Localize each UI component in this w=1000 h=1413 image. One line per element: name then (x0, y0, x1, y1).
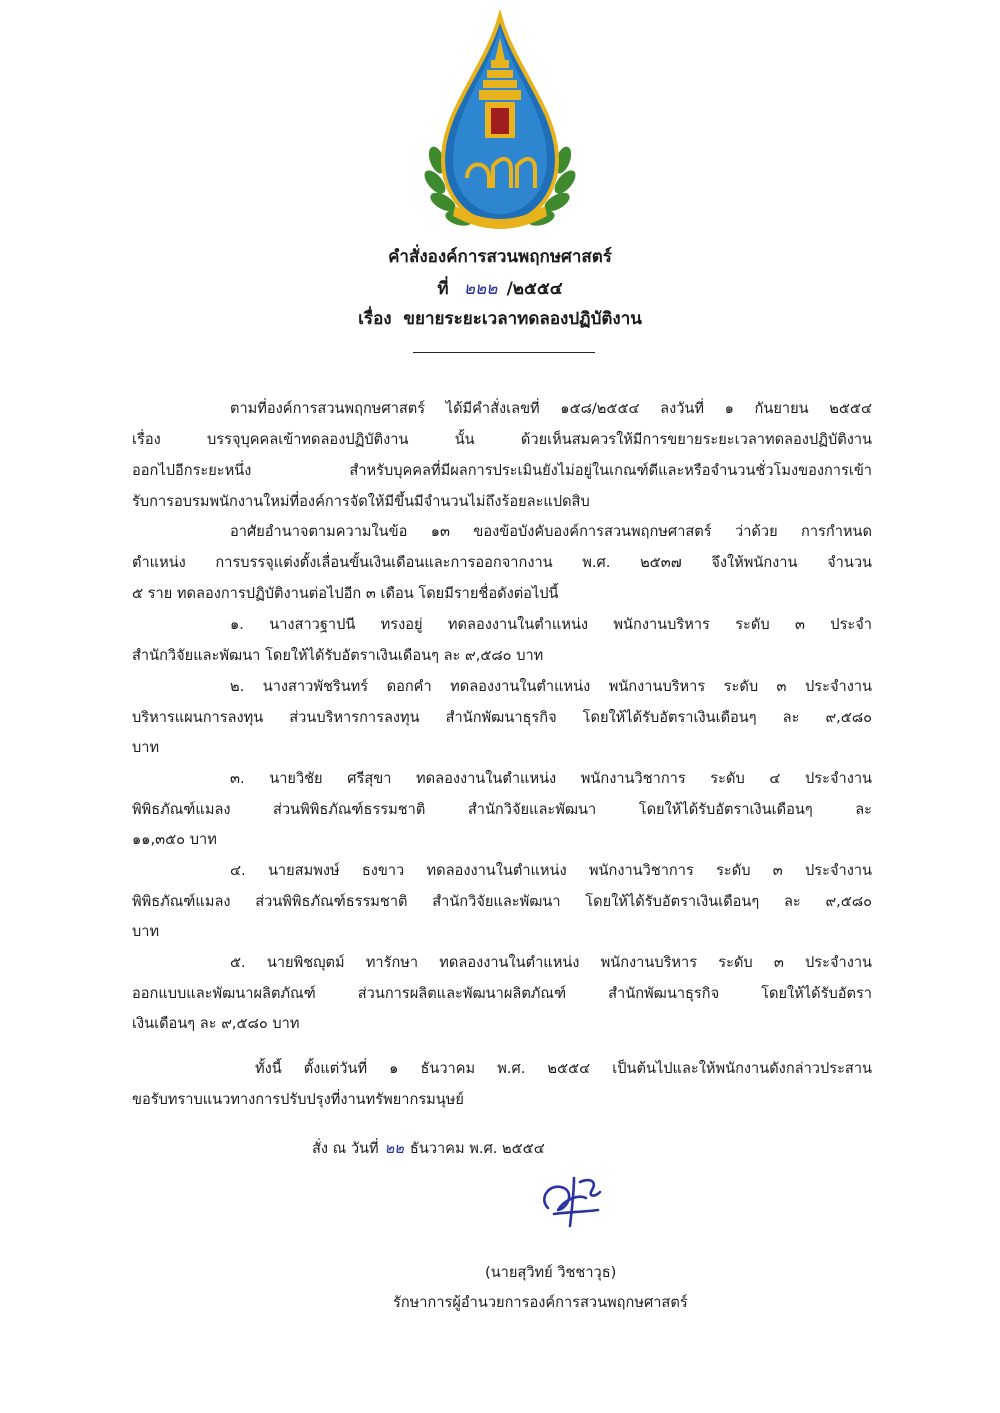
order-title: คำสั่งองค์การสวนพฤกษศาสตร์ (388, 247, 612, 267)
item1-line: สำนักวิจัยและพัฒนา โดยให้ได้รับอัตราเงินเดือนๆ ละ ๙,๕๘๐ บาท (132, 647, 544, 664)
subject-label: เรื่อง (358, 309, 392, 329)
item2-line: ๒. นางสาวพัชรินทร์ ดอกคำ ทดลองงานในตำแหน่ง พนักงานบริหาร ระดับ ๓ ประจำงาน (230, 678, 872, 695)
handwritten-signature (528, 1168, 618, 1230)
dated-suffix: ธันวาคม พ.ศ. ๒๕๕๔ (409, 1140, 545, 1157)
para1-line: ตามที่องค์การสวนพฤกษศาสตร์ ได้มีคำสั่งเลขที่ ๑๕๘/๒๕๕๔ ลงวันที่ ๑ กันยายน ๒๕๕๔ (230, 400, 872, 417)
item5-line: ๕. นายพิชญุตม์ ทารักษา ทดลองงานในตำแหน่ง พนักงานบริหาร ระดับ ๓ ประจำงาน (230, 954, 872, 971)
para2-line: ๕ ราย ทดลองการปฏิบัติงานต่อไปอีก ๓ เดือน โดยมีรายชื่อดังต่อไปนี้ (132, 585, 559, 602)
item4-line: พิพิธภัณฑ์แมลง ส่วนพิพิธภัณฑ์ธรรมชาติ สำนักวิจัยและพัฒนา โดยให้ได้รับอัตราเงินเดือนๆ ละ ๙,๕๘๐ (132, 893, 872, 910)
order-subject (250, 307, 750, 331)
item2-line: บริหารแผนการลงทุน ส่วนบริหารการลงทุน สำนักพัฒนาธุรกิจ โดยให้ได้รับอัตราเงินเดือนๆ ละ ๙,๕๘๐ (132, 709, 872, 726)
item3-line: ๓. นายวิชัย ศรีสุขา ทดลองงานในตำแหน่ง พนักงานวิชาการ ระดับ ๔ ประจำงาน (230, 770, 872, 787)
subject-text: ขยายระยะเวลาทดลองปฏิบัติงาน (403, 309, 642, 329)
order-number-suffix: /๒๕๕๔ (506, 279, 563, 299)
item1-line: ๑. นางสาวฐาปนี ทรงอยู่ ทดลองงานในตำแหน่ง พนักงานบริหาร ระดับ ๓ ประจำ (230, 616, 872, 633)
organization-emblem-logo (415, 10, 585, 245)
para1-line: รับการอบรมพนักงานใหม่ที่องค์การจัดให้มีขึ้นมีจำนวนไม่ถึงร้อยละแปดสิบ (132, 493, 590, 510)
signatory-name: (นายสุวิทย์ วิชชาวุธ) (485, 1264, 617, 1281)
signatory-title: รักษาการผู้อำนวยการองค์การสวนพฤกษศาสตร์ (393, 1294, 688, 1311)
dated-day-handwritten: ๒๒ (384, 1140, 404, 1157)
order-number-prefix: ที่ (437, 279, 449, 299)
heading-divider (413, 352, 595, 353)
item4-line: บาท (132, 923, 160, 940)
para1-line: ออกไปอีกระยะหนึ่ง สำหรับบุคคลที่มีผลการประเมินยังไม่อยู่ในเกณฑ์ดีและหรือจำนวนชั่วโมงของการเข้า (132, 462, 872, 479)
closing-line: ขอรับทราบแนวทางการปรับปรุงที่งานทรัพยากรมนุษย์ (132, 1091, 464, 1108)
item5-line: เงินเดือนๆ ละ ๙,๕๘๐ บาท (132, 1015, 300, 1032)
dated-prefix: สั่ง ณ วันที่ (312, 1140, 379, 1157)
item5-line: ออกแบบและพัฒนาผลิตภัณฑ์ ส่วนการผลิตและพัฒนาผลิตภัณฑ์ สำนักพัฒนาธุรกิจ โดยให้ได้รับอัตรา (132, 985, 872, 1002)
para2-line: อาศัยอำนาจตามความในข้อ ๑๓ ของข้อบังคับองค์การสวนพฤกษศาสตร์ ว่าด้วย การกำหนด (230, 523, 872, 540)
order-number-handwritten: ๒๒๒ (463, 279, 498, 299)
order-number (250, 277, 750, 301)
item3-line: พิพิธภัณฑ์แมลง ส่วนพิพิธภัณฑ์ธรรมชาติ สำนักวิจัยและพัฒนา โดยให้ได้รับอัตราเงินเดือนๆ ละ (132, 801, 872, 818)
item3-line: ๑๑,๓๕๐ บาท (132, 831, 217, 848)
item2-line: บาท (132, 739, 160, 756)
para1-line: เรื่อง บรรจุบุคคลเข้าทดลองปฏิบัติงาน นั้น ด้วยเห็นสมควรให้มีการขยายระยะเวลาทดลองปฏิบัติงาน (132, 431, 872, 448)
para2-line: ตำแหน่ง การบรรจุแต่งตั้งเลื่อนขั้นเงินเดือนและการออกจากงาน พ.ศ. ๒๕๓๗ จึงให้พนักงาน จำนวน (132, 554, 872, 571)
closing-line: ทั้งนี้ ตั้งแต่วันที่ ๑ ธันวาคม พ.ศ. ๒๕๕๔ เป็นต้นไปและให้พนักงานดังกล่าวประสาน (255, 1060, 872, 1077)
item4-line: ๔. นายสมพงษ์ ธงขาว ทดลองงานในตำแหน่ง พนักงานวิชาการ ระดับ ๓ ประจำงาน (230, 862, 872, 879)
dated-line (312, 1138, 732, 1160)
